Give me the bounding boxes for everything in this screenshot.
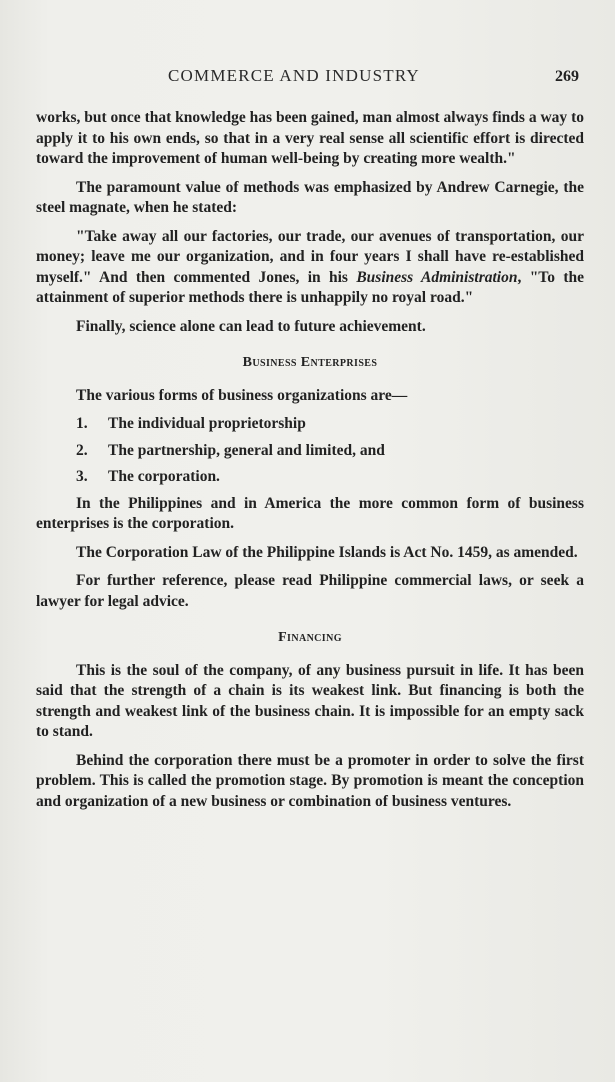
paragraph-further-reference: For further reference, please read Philippine commercial laws, or seek a lawyer for legal advice. <box>36 572 584 610</box>
paragraph-forms-intro: The various forms of business organizations are— <box>76 386 408 404</box>
list-text: The corporation. <box>108 468 220 485</box>
paragraph-carnegie-quote <box>36 227 584 309</box>
paragraph-science: Finally, science alone can lead to future achievement. <box>76 317 426 335</box>
list-number: 3. <box>76 468 88 485</box>
list-number: 2. <box>76 441 88 459</box>
list-text: The individual proprietorship <box>108 415 306 432</box>
quote-text-end: , "To the attainment of superior methods there is unhappily no royal road." <box>36 268 584 306</box>
list-number: 1. <box>76 415 88 432</box>
page-header <box>0 66 615 92</box>
section-heading-business-enterprises: Business Enterprises <box>242 355 378 370</box>
list-item <box>36 441 584 462</box>
quote-text: "Take away all our factories, our trade, our avenues of transportation, our money; leave me our organization, and in four years I shall have re-established myself." And then commented Jones, in his <box>36 227 584 286</box>
section-heading-financing: Financing <box>278 630 342 645</box>
paragraph-corporation-law: The Corporation Law of the Philippine Islands is Act No. 1459, as amended. <box>76 543 578 561</box>
list-item <box>36 414 584 435</box>
forms-list <box>36 414 584 488</box>
page-number: 269 <box>555 68 579 85</box>
list-item <box>36 467 584 488</box>
book-title: Business Administration <box>356 268 518 286</box>
paragraph-carnegie-intro: The paramount value of methods was emphasized by Andrew Carnegie, the steel magnate, when he stated: <box>36 178 584 216</box>
page-body <box>36 108 584 820</box>
paragraph-common-form: In the Philippines and in America the more common form of business enterprises is the corporation. <box>36 494 584 532</box>
running-title: COMMERCE AND INDUSTRY <box>168 66 420 85</box>
paragraph-financing-soul: This is the soul of the company, of any business pursuit in life. It has been said that the strength of a chain is its weakest link. But financing is both the strength and weakest link of the business chain. It is impossible for an empty sack to stand. <box>36 661 584 740</box>
list-text: The partnership, general and limited, and <box>108 441 385 459</box>
paragraph-promoter: Behind the corporation there must be a promoter in order to solve the first problem. This is called the promotion stage. By promotion is meant the conception and organization of a new business or combination of business ventures. <box>36 751 584 810</box>
paragraph-continuation: works, but once that knowledge has been gained, man almost always finds a way to apply it to his own ends, so that in a very real sense all scientific effort is directed toward the improvement of human well-being by creating more wealth." <box>36 109 584 167</box>
